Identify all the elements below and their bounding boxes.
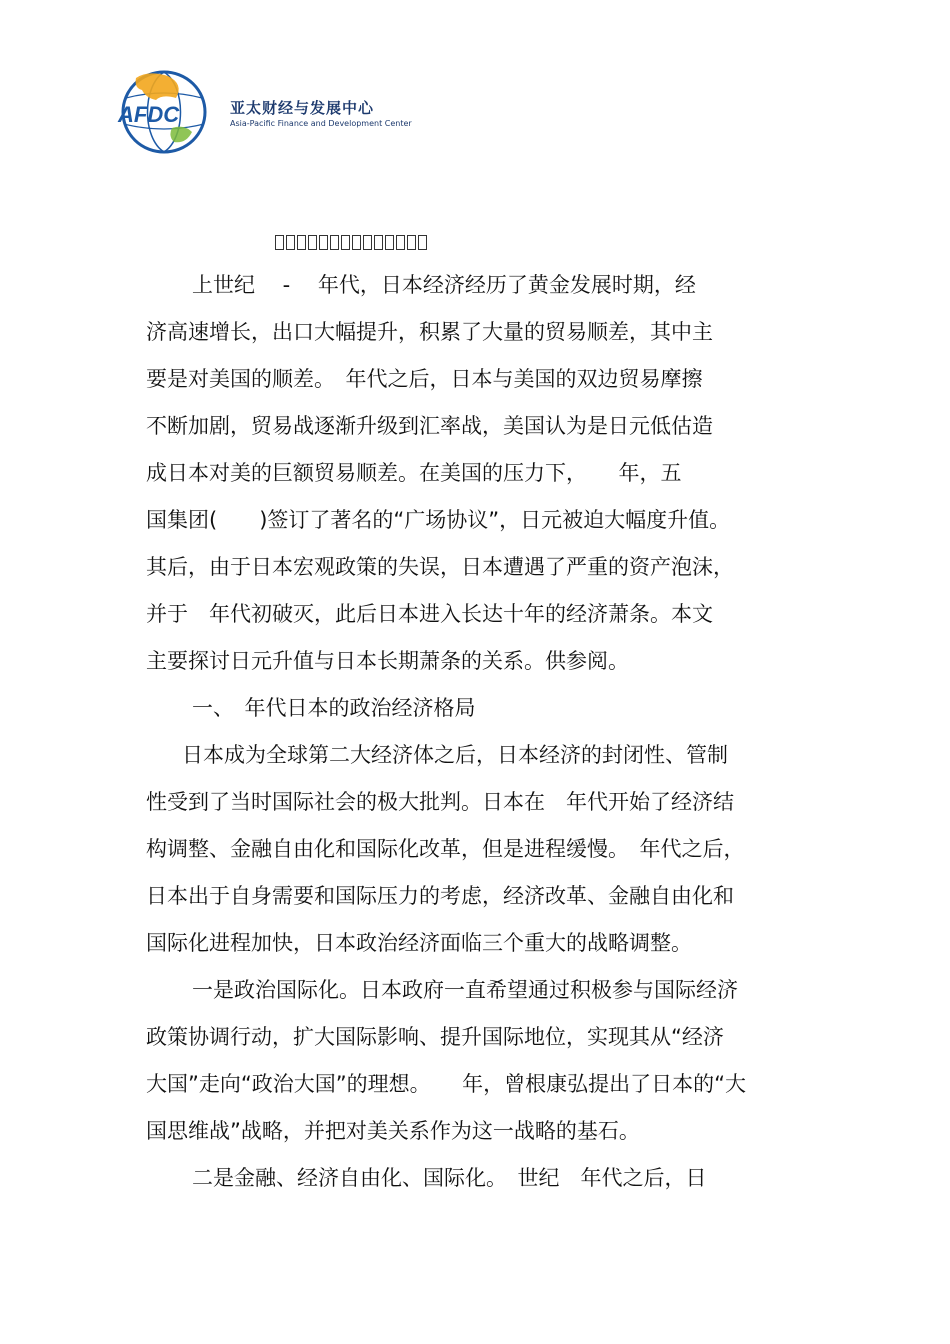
body-line: 上世纪 - 年代，日本经济经历了黄金发展时期，经 — [192, 273, 696, 297]
title-unrendered-glyphs — [275, 235, 575, 250]
body-line: 构调整、金融自由化和国际化改革，但是进程缓慢。 年代之后， — [146, 837, 745, 861]
body-line: 国际化进程加快，日本政治经济面临三个重大的战略调整。 — [146, 931, 692, 955]
globe-logo-icon — [112, 68, 210, 156]
body-line: 二是金融、经济自由化、国际化。 世纪 年代之后，日 — [192, 1166, 707, 1190]
body-line: 其后，由于日本宏观政策的失误，日本遭遇了严重的资产泡沫， — [146, 555, 734, 579]
body-line: 日本出于自身需要和国际压力的考虑，经济改革、金融自由化和 — [146, 884, 734, 908]
logo-text: AFDC — [118, 102, 180, 127]
body-line: 要是对美国的顺差。 年代之后，日本与美国的双边贸易摩擦 — [146, 367, 703, 391]
body-line: 成日本对美的巨额贸易顺差。在美国的压力下， 年，五 — [146, 461, 682, 485]
body-line: 并于 年代初破灭，此后日本进入长达十年的经济萧条。本文 — [146, 602, 713, 626]
body-line: 性受到了当时国际社会的极大批判。日本在 年代开始了经济结 — [146, 790, 734, 814]
org-name-en: Asia-Pacific Finance and Development Center — [230, 119, 412, 128]
body-line: 国思维战”战略，并把对美关系作为这一战略的基石。 — [146, 1119, 640, 1143]
afdc-logo — [112, 68, 210, 156]
body-line: 大国”走向“政治大国”的理想。 年，曾根康弘提出了日本的“大 — [146, 1072, 747, 1096]
body-line: 不断加剧，贸易战逐渐升级到汇率战，美国认为是日元低估造 — [146, 414, 713, 438]
document-body — [146, 262, 810, 1202]
body-line: 日本成为全球第二大经济体之后，日本经济的封闭性、管制 — [182, 743, 728, 767]
org-name-cn: 亚太财经与发展中心 — [230, 99, 375, 117]
org-names — [230, 99, 412, 129]
body-line: 一是政治国际化。日本政府一直希望通过积极参与国际经济 — [192, 978, 738, 1002]
body-line: 济高速增长，出口大幅提升，积累了大量的贸易顺差，其中主 — [146, 320, 713, 344]
section-heading: 一、 年代日本的政治经济格局 — [192, 696, 476, 720]
document-title — [275, 204, 575, 230]
body-line: 主要探讨日元升值与日本长期萧条的关系。供参阅。 — [146, 649, 629, 673]
body-line: 国集团( )签订了著名的“广场协议”，日元被迫大幅度升值。 — [146, 508, 731, 532]
body-line: 政策协调行动，扩大国际影响、提升国际地位，实现其从“经济 — [146, 1025, 724, 1049]
document-header — [112, 68, 412, 156]
